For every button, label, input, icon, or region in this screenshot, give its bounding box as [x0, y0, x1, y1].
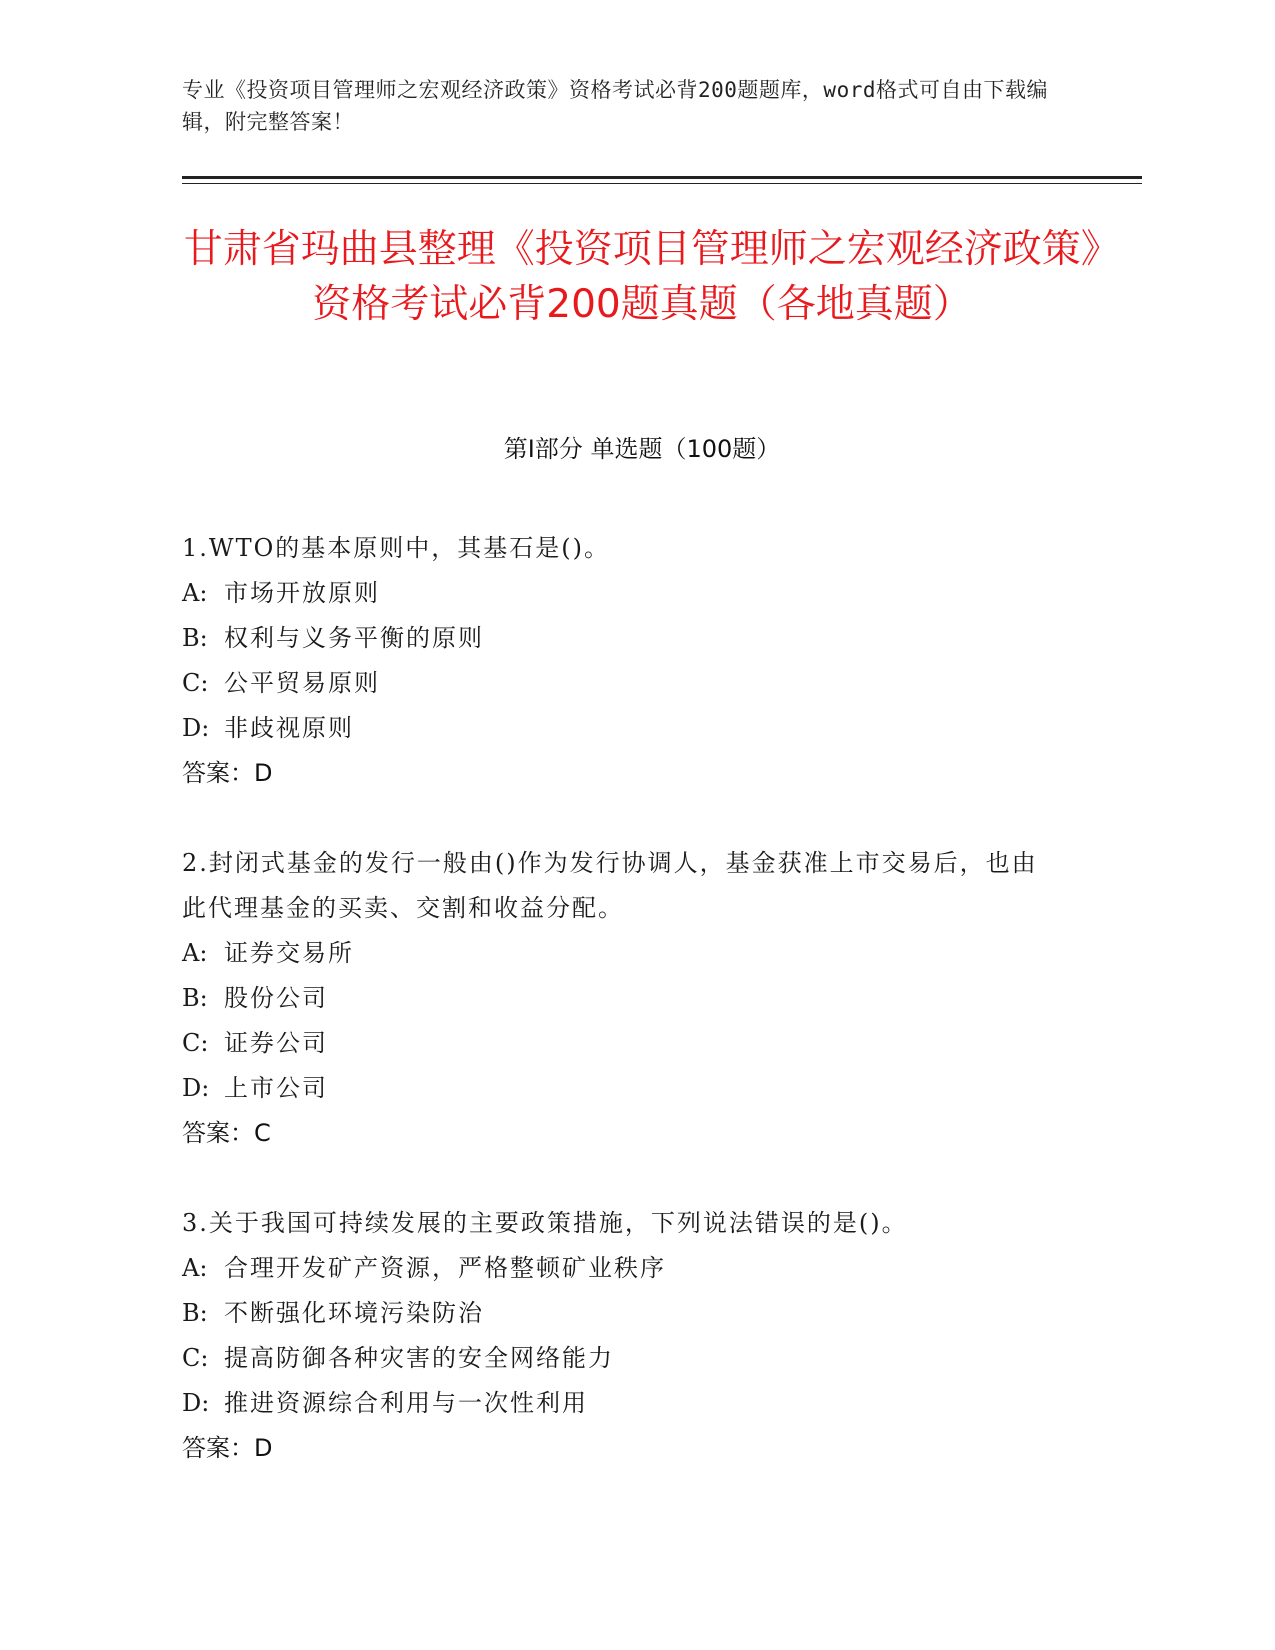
- option-d: [182, 706, 1062, 751]
- option-text: 证券交易所: [224, 939, 354, 967]
- option-b: [182, 976, 1062, 1021]
- answer: 答案：D: [182, 1434, 273, 1462]
- header-divider-thin: [182, 183, 1142, 184]
- option-key: B:: [182, 984, 208, 1012]
- question-stem: 1.WTO的基本原则中，其基石是()。: [182, 534, 610, 562]
- option-text: 上市公司: [224, 1074, 328, 1102]
- document-title: 甘肃省玛曲县整理《投资项目管理师之宏观经济政策》资格考试必背200题真题（各地真题）: [183, 227, 1101, 327]
- option-c: [182, 1021, 1062, 1066]
- option-text: 非歧视原则: [224, 714, 354, 742]
- option-b: [182, 1291, 1062, 1336]
- option-text: 证券公司: [224, 1029, 328, 1057]
- option-key: C:: [182, 1029, 209, 1057]
- option-key: D:: [182, 1389, 210, 1417]
- question-1: [182, 526, 1062, 796]
- option-key: B:: [182, 1299, 208, 1327]
- option-text: 合理开发矿产资源，严格整顿矿业秩序: [224, 1254, 666, 1282]
- option-key: A:: [182, 1254, 208, 1282]
- question-3: [182, 1201, 1062, 1471]
- question-list: [182, 526, 1062, 1516]
- option-d: [182, 1066, 1062, 1111]
- option-key: C:: [182, 1344, 209, 1372]
- option-text: 权利与义务平衡的原则: [224, 624, 484, 652]
- answer: 答案：C: [182, 1119, 271, 1147]
- option-c: [182, 661, 1062, 706]
- option-text: 推进资源综合利用与一次性利用: [224, 1389, 588, 1417]
- option-key: D:: [182, 714, 210, 742]
- answer: 答案：D: [182, 759, 273, 787]
- option-key: C:: [182, 669, 209, 697]
- option-a: [182, 931, 1062, 976]
- option-text: 股份公司: [224, 984, 328, 1012]
- option-b: [182, 616, 1062, 661]
- option-key: A:: [182, 579, 208, 607]
- question-2: [182, 841, 1062, 1156]
- option-text: 公平贸易原则: [224, 669, 380, 697]
- option-key: B:: [182, 624, 208, 652]
- header-note: 专业《投资项目管理师之宏观经济政策》资格考试必背200题题库，word格式可自由下载编辑，附完整答案！: [182, 78, 1048, 134]
- option-text: 市场开放原则: [224, 579, 380, 607]
- option-text: 不断强化环境污染防治: [224, 1299, 484, 1327]
- option-c: [182, 1336, 1062, 1381]
- section-heading: 第Ⅰ部分 单选题（100题）: [503, 435, 781, 463]
- option-key: A:: [182, 939, 208, 967]
- option-key: D:: [182, 1074, 210, 1102]
- header-divider: [182, 176, 1142, 179]
- question-stem: 3.关于我国可持续发展的主要政策措施，下列说法错误的是()。: [182, 1209, 908, 1237]
- question-stem: 2.封闭式基金的发行一般由()作为发行协调人，基金获准上市交易后，也由此代理基金的买卖、交割和收益分配。: [182, 849, 1038, 922]
- option-text: 提高防御各种灾害的安全网络能力: [224, 1344, 614, 1372]
- option-a: [182, 1246, 1062, 1291]
- option-a: [182, 571, 1062, 616]
- option-d: [182, 1381, 1062, 1426]
